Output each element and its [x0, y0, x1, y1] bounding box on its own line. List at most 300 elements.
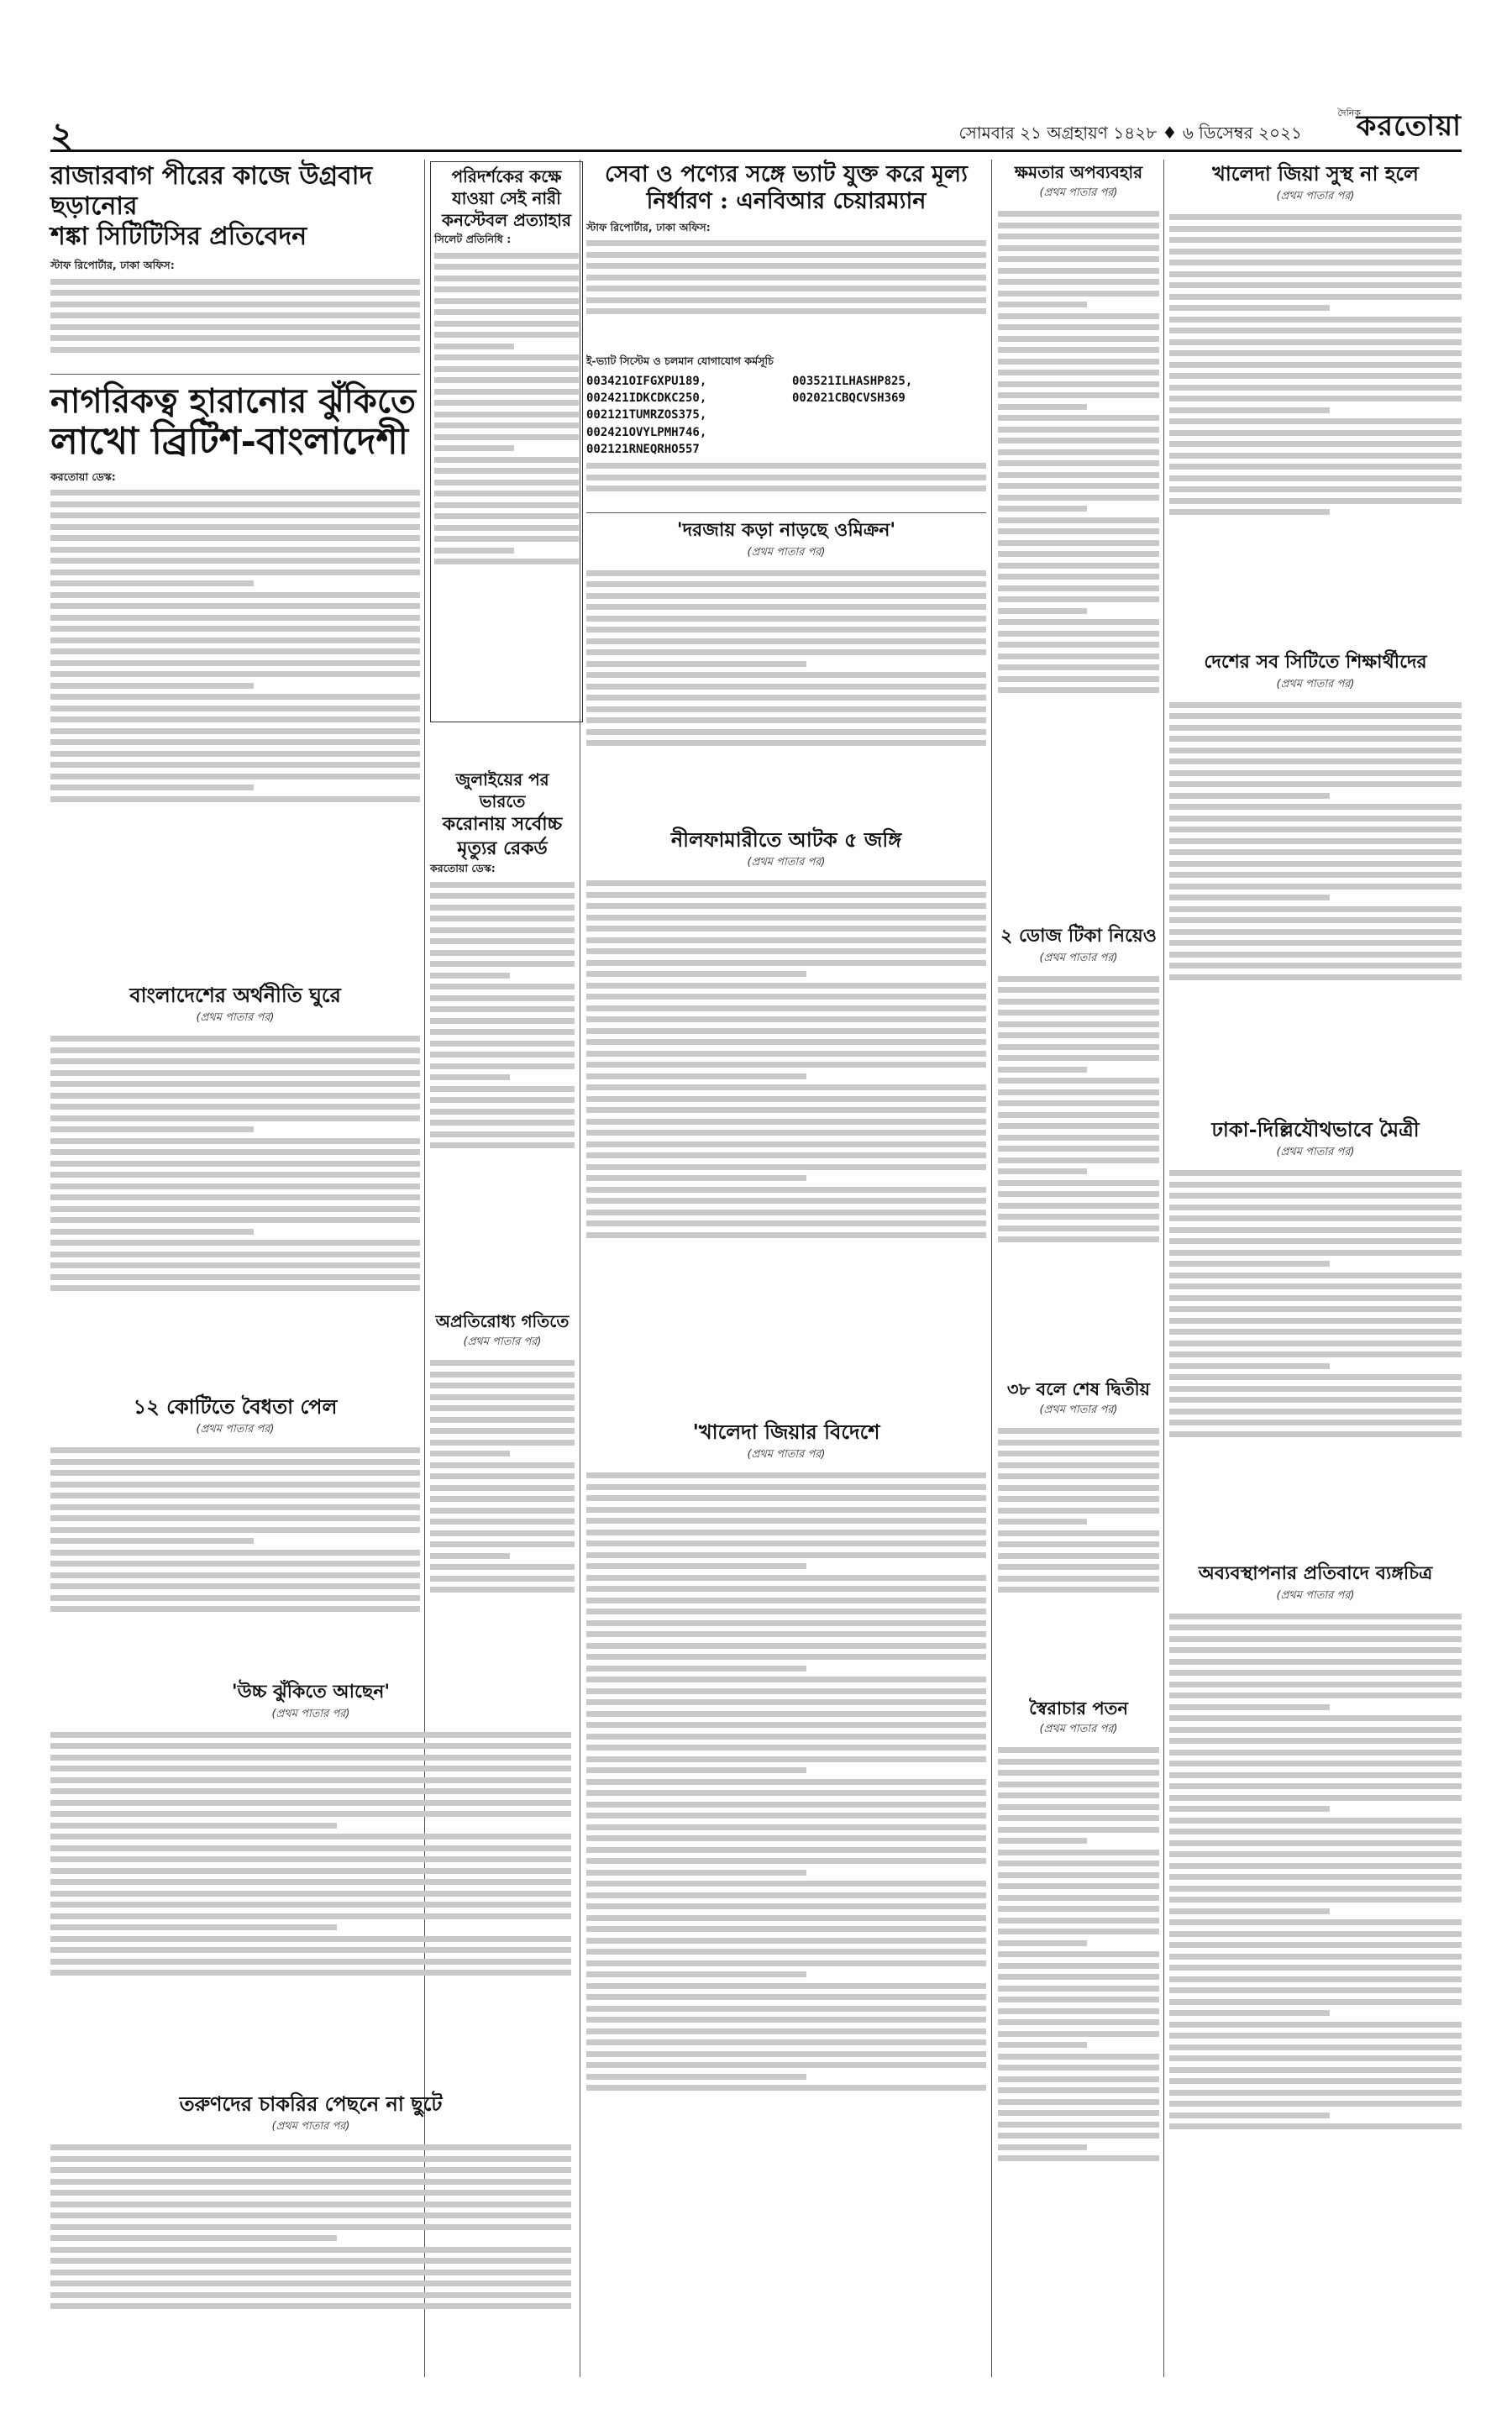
text-line: [998, 415, 1159, 421]
text-line: [586, 649, 986, 655]
article-students: [1169, 651, 1462, 1117]
text-line: [50, 1262, 420, 1268]
text-line: [998, 313, 1159, 319]
text-line: [998, 1997, 1159, 2002]
text-line: [586, 297, 986, 303]
text-line: [586, 627, 986, 632]
text-line: [50, 2212, 571, 2218]
text-line: [1169, 430, 1462, 436]
text-line: [430, 1553, 510, 1559]
text-line: [586, 1472, 986, 1478]
text-line: [1169, 1908, 1330, 1914]
text-line: [430, 1052, 575, 1058]
text-line: [50, 1936, 571, 1942]
text-line: [50, 1743, 571, 1749]
text-line: [998, 1214, 1159, 1220]
text-line: [50, 671, 420, 677]
continuation: (প্রথম পাতার পর): [1276, 677, 1355, 690]
text-line: [1169, 748, 1462, 753]
text-line: [50, 1482, 420, 1488]
text-line: [50, 751, 420, 757]
text-line: [1169, 1897, 1462, 1903]
text-line: [434, 502, 579, 508]
text-line: [1169, 441, 1462, 447]
text-line: [998, 1940, 1087, 1946]
text-line: [998, 2144, 1087, 2150]
text-line: [998, 528, 1159, 534]
text-line: [1169, 1987, 1462, 1993]
text-line: [998, 1576, 1159, 1582]
text-line: [586, 1779, 986, 1785]
text-line: [586, 1016, 986, 1022]
text-line: [430, 1530, 575, 1536]
text-line: [586, 475, 986, 480]
text-line: [430, 1063, 575, 1069]
text-line: [50, 1240, 420, 1246]
text-line: [430, 1473, 575, 1479]
text-line: [50, 1755, 571, 1761]
text-line: [586, 1881, 986, 1887]
text-line: [586, 2085, 986, 2091]
text-line: [586, 263, 986, 269]
text-line: [50, 1252, 420, 1257]
text-line: [998, 1473, 1159, 1479]
continuation: (প্রথম পাতার পর): [1276, 1588, 1355, 1602]
text-line: [50, 1036, 420, 1042]
headline: নীলফামারীতে আটক ৫ জঙ্গি: [670, 827, 902, 852]
text-line: [998, 2031, 1159, 2037]
text-line: [998, 1089, 1159, 1095]
text-line: [998, 1815, 1159, 1821]
text-line: [430, 1462, 575, 1468]
text-line: [50, 302, 420, 307]
text-line: [586, 581, 986, 587]
text-line: [1169, 1670, 1462, 1676]
text-line: [1169, 1283, 1462, 1289]
continuation: (প্রথম পাতার পর): [196, 1423, 275, 1435]
text-line: [998, 1203, 1159, 1209]
text-line: [998, 359, 1159, 365]
headline: পরিদর্শকের কক্ষে: [451, 166, 562, 186]
text-line: [586, 570, 986, 576]
text-line: [586, 1722, 986, 1728]
text-line: [50, 501, 420, 507]
text-line: [586, 1130, 986, 1136]
text-line: [1169, 1931, 1462, 1937]
text-line: [430, 1417, 575, 1423]
text-line: [430, 973, 510, 979]
article-khaleda-abroad: [586, 1420, 986, 2383]
text-line: [586, 937, 986, 943]
text-line: [586, 1484, 986, 1490]
text-line: [586, 638, 986, 644]
text-line: [434, 468, 579, 474]
text-line: [50, 558, 420, 564]
text-line: [50, 580, 254, 586]
text-line: [998, 1782, 1159, 1787]
text-line: [586, 1563, 806, 1569]
text-line: [586, 1790, 986, 1796]
text-line: [586, 2028, 986, 2034]
text-line: [586, 684, 986, 690]
text-line: [998, 1508, 1159, 1514]
text-line: [50, 1149, 420, 1155]
text-line: [586, 1847, 986, 1853]
headline: যাওয়া সেই নারী: [452, 188, 561, 208]
text-line: [586, 308, 986, 314]
text-line: [998, 976, 1159, 982]
text-line: [50, 796, 420, 802]
text-line: [998, 268, 1159, 274]
text-line: [430, 995, 575, 1001]
text-line: [50, 1217, 420, 1223]
text-line: [1169, 328, 1462, 333]
text-line: [434, 389, 579, 395]
text-line: [50, 1504, 420, 1510]
text-line: [998, 1496, 1159, 1502]
text-line: [1169, 1306, 1462, 1312]
text-line: [1169, 838, 1462, 844]
continuation: (প্রথম পাতার পর): [747, 856, 826, 869]
text-line: [998, 483, 1159, 489]
continuation: (প্রথম পাতার পর): [747, 545, 826, 559]
text-line: [998, 211, 1159, 217]
headline: 'খালেদা জিয়ার বিদেশে: [692, 1420, 880, 1444]
text-line: [50, 706, 420, 711]
continuation: (প্রথম পাতার পর): [271, 2120, 350, 2133]
continuation: (প্রথম পাতার পর): [1039, 951, 1118, 964]
text-line: [998, 1010, 1159, 1016]
text-line: [998, 472, 1159, 478]
text-line: [1169, 713, 1462, 719]
text-line: [586, 1643, 986, 1649]
text-line: [50, 728, 420, 734]
text-line: [1169, 260, 1462, 265]
text-line: [1169, 804, 1462, 810]
text-line: [50, 1561, 420, 1567]
text-line: [434, 412, 579, 417]
text-line: [50, 1732, 571, 1738]
text-line: [586, 1210, 986, 1215]
text-line: [586, 252, 986, 258]
text-line: [998, 336, 1159, 342]
text-line: [50, 1777, 571, 1783]
text-line: [586, 1142, 986, 1147]
efd-code: 002021CBQCVSH369: [792, 391, 906, 406]
text-line: [1169, 1182, 1462, 1188]
text-line: [1169, 1704, 1330, 1710]
text-line: [50, 490, 420, 496]
text-line: [1169, 827, 1462, 832]
text-line: [998, 1883, 1159, 1889]
text-line: [586, 1518, 986, 1524]
text-line: [1169, 793, 1330, 799]
text-line: [998, 438, 1159, 443]
text-line: [1169, 2055, 1462, 2061]
text-line: [586, 1540, 986, 1546]
text-line: [1169, 498, 1462, 504]
text-line: [434, 321, 579, 327]
article-economy: [50, 983, 420, 1413]
text-line: [434, 377, 579, 383]
text-line: [1169, 1614, 1462, 1619]
text-line: [586, 695, 986, 701]
text-line: [1169, 1761, 1462, 1766]
text-line: [998, 256, 1159, 262]
text-line: [1169, 1715, 1462, 1721]
efd-code-list: [586, 373, 784, 458]
text-line: [998, 619, 1159, 625]
text-line: [1169, 237, 1462, 243]
text-line: [430, 1029, 575, 1035]
text-line: [50, 524, 420, 530]
text-line: [998, 687, 1159, 693]
text-line: [1169, 1250, 1462, 1256]
article-british-bangladeshi: [50, 382, 420, 955]
text-line: [998, 653, 1159, 659]
article-vat: [586, 161, 986, 508]
text-line: [1169, 1374, 1462, 1380]
text-line: [50, 1047, 420, 1053]
efd-code: 002121TUMRZOS375,: [586, 408, 707, 422]
headline: ক্ষমতার অপব্যবহার: [1014, 162, 1143, 182]
text-line: [1169, 1976, 1462, 1982]
text-line: [998, 1530, 1159, 1536]
text-line: [1169, 1205, 1462, 1210]
text-line: [998, 2122, 1159, 2128]
text-line: [50, 2167, 571, 2173]
text-line: [50, 1459, 420, 1465]
text-line: [1169, 385, 1462, 391]
text-line: [998, 1587, 1159, 1593]
byline: স্টাফ রিপোর্টার, ঢাকা অফিস:: [586, 220, 711, 234]
text-line: [998, 1157, 1159, 1163]
text-line: [998, 2133, 1159, 2139]
text-line: [998, 370, 1159, 375]
text-line: [586, 1994, 986, 2000]
text-line: [50, 1184, 420, 1189]
text-line: [1169, 226, 1462, 232]
text-line: [434, 400, 579, 406]
text-line: [1169, 1795, 1462, 1801]
text-line: [586, 1971, 806, 1977]
text-line: [586, 1084, 986, 1090]
text-line: [50, 1879, 571, 1885]
text-line: [586, 593, 986, 599]
text-line: [434, 354, 579, 360]
text-line: [434, 264, 579, 270]
text-line: [430, 916, 575, 921]
text-line: [1169, 1999, 1462, 2005]
text-line: [586, 706, 986, 712]
efd-code-list: [792, 373, 985, 458]
text-line: [998, 1135, 1159, 1141]
text-line: [1169, 1659, 1462, 1665]
text-line: [50, 1470, 420, 1476]
text-line: [50, 1550, 420, 1556]
continuation: (প্রথম পাতার পর): [271, 1707, 350, 1720]
text-line: [1169, 1886, 1462, 1892]
text-line: [1169, 758, 1462, 764]
headline: স্বৈরাচার পতন: [1029, 1698, 1128, 1719]
text-line: [998, 1553, 1159, 1559]
text-line: [50, 1970, 571, 1976]
text-line: [1169, 917, 1462, 923]
headline: বাংলাদেশের অর্থনীতি ঘুরে: [129, 983, 341, 1007]
text-line: [586, 1745, 986, 1750]
text-line: [434, 422, 579, 428]
text-line: [1169, 1409, 1462, 1414]
headline: ৩৮ বলে শেষ দ্বিতীয়: [1006, 1378, 1151, 1399]
article-rajarbag: [50, 161, 420, 404]
text-line: [1169, 453, 1462, 459]
text-line: [998, 1951, 1159, 1957]
text-line: [586, 2039, 986, 2045]
text-line: [586, 1699, 986, 1705]
text-line: [586, 1813, 986, 1819]
text-line: [434, 536, 579, 542]
text-line: [1169, 1919, 1462, 1925]
text-line: [998, 596, 1159, 602]
text-line: [1169, 2078, 1462, 2084]
continuation: (প্রথম পাতার পর): [1276, 1146, 1355, 1158]
text-line: [50, 2235, 337, 2241]
text-line: [430, 1372, 575, 1378]
text-line: [50, 2202, 571, 2207]
text-line: [50, 1572, 420, 1578]
text-line: [50, 774, 420, 779]
text-line: [50, 716, 420, 722]
text-line: [1169, 1431, 1462, 1437]
text-line: [1169, 1351, 1462, 1357]
text-line: [586, 1983, 986, 1989]
text-line: [430, 1576, 575, 1582]
text-line: [998, 2099, 1159, 2105]
text-line: [998, 1770, 1159, 1776]
text-line: [1169, 952, 1462, 958]
text-line: [1169, 1636, 1462, 1642]
article-youth-jobs: [50, 2091, 571, 2391]
text-line: [998, 2155, 1159, 2161]
text-line: [998, 2087, 1159, 2093]
text-line: [434, 332, 579, 338]
text-line: [998, 506, 1087, 512]
text-line: [1169, 884, 1462, 890]
text-line: [586, 275, 986, 281]
text-line: [1169, 282, 1462, 288]
text-line: [50, 1800, 571, 1806]
text-line: [430, 1109, 575, 1115]
text-line: [50, 535, 420, 541]
text-line: [50, 569, 420, 575]
text-line: [50, 660, 420, 666]
text-line: [430, 1451, 510, 1456]
headline: খালেদা জিয়া সুস্থ না হলে: [1212, 161, 1419, 186]
text-line: [998, 999, 1159, 1005]
text-line: [50, 2247, 571, 2253]
text-line: [1169, 725, 1462, 731]
headline: কনস্টেবল প্রত্যাহার: [442, 210, 571, 230]
text-line: [50, 1959, 571, 1965]
text-line: [586, 1198, 986, 1204]
text-line: [998, 1067, 1087, 1073]
continuation: (প্রথম পাতার পর): [747, 1448, 826, 1461]
text-line: [430, 1428, 575, 1434]
text-line: [998, 279, 1159, 285]
efd-code: 002121RNEQRHO557: [586, 443, 700, 456]
text-line: [998, 234, 1159, 239]
text-line: [434, 457, 579, 463]
text-line: [1169, 1750, 1462, 1756]
text-line: [1169, 350, 1462, 356]
text-line: [586, 960, 986, 966]
text-line: [50, 312, 420, 318]
text-line: [50, 2144, 571, 2150]
text-line: [586, 994, 986, 1000]
text-line: [586, 1586, 986, 1592]
text-line: [586, 1220, 986, 1226]
headline: নির্ধারণ : এনবিআর চেয়ারম্যান: [646, 188, 927, 215]
text-line: [998, 517, 1159, 523]
continuation: (প্রথম পাতার পর): [1276, 190, 1355, 202]
text-line: [998, 495, 1159, 501]
text-line: [50, 1206, 420, 1212]
text-line: [1169, 1829, 1462, 1834]
headline: ২ ডোজ টিকা নিয়েও: [1000, 925, 1157, 947]
text-line: [586, 1096, 986, 1102]
text-line: [998, 1428, 1159, 1434]
continuation: (প্রথম পাতার পর): [1039, 1723, 1118, 1736]
text-line: [1169, 1806, 1330, 1812]
text-line: [586, 1915, 986, 1921]
text-line: [50, 290, 420, 296]
text-line: [50, 1058, 420, 1064]
text-line: [50, 2224, 571, 2230]
byline: করতোয়া ডেস্ক:: [430, 862, 496, 875]
text-line: [50, 1070, 420, 1076]
text-line: [1169, 1954, 1462, 1960]
text-line: [430, 882, 575, 888]
text-line: [1169, 1215, 1462, 1221]
text-line: [586, 485, 986, 491]
text-line: [430, 927, 575, 933]
text-line: [1169, 1238, 1462, 1244]
continuation: (প্রথম পাতার পর): [1039, 186, 1118, 199]
text-line: [1169, 895, 1330, 900]
text-line: [998, 245, 1159, 251]
text-line: [998, 2065, 1159, 2070]
text-line: [430, 1086, 575, 1092]
text-line: [586, 1598, 986, 1603]
text-line: [998, 291, 1159, 297]
text-line: [430, 1405, 575, 1411]
text-line: [998, 1918, 1159, 1924]
text-line: [434, 298, 579, 304]
text-line: [586, 661, 806, 667]
text-line: [1169, 1397, 1462, 1403]
text-line: [998, 1236, 1159, 1242]
text-line: [430, 1018, 575, 1024]
text-line: [50, 1274, 420, 1280]
text-line: [998, 1462, 1159, 1468]
text-line: [1169, 702, 1462, 708]
text-line: [1169, 872, 1462, 878]
continuation: (প্রথম পাতার পর): [463, 1336, 542, 1348]
headline: সেবা ও পণ্যের সঙ্গে ভ্যাট যুক্ত করে মূল্য: [605, 161, 968, 187]
text-line: [998, 1974, 1159, 1980]
text-line: [1169, 407, 1330, 413]
text-line: [434, 276, 579, 281]
